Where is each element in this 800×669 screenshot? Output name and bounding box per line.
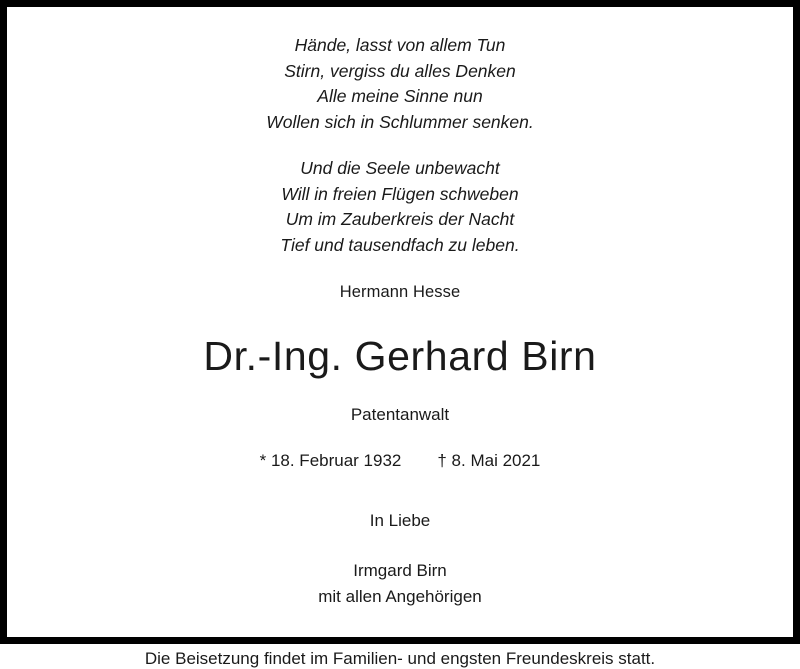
poem-line: Tief und tausendfach zu leben. [280, 235, 520, 256]
poem-line: Um im Zauberkreis der Nacht [285, 209, 515, 230]
survivor-name: Irmgard Birn [353, 561, 447, 581]
birth-date: * 18. Februar 1932 [259, 451, 402, 471]
poem-line: Alle meine Sinne nun [317, 86, 483, 107]
poem-line: Und die Seele unbewacht [300, 157, 500, 178]
poem-author: Hermann Hesse [339, 282, 461, 301]
deceased-name: Dr.-Ing. Gerhard Birn [203, 333, 597, 379]
poem-line: Will in freien Flügen schweben [281, 183, 519, 204]
poem [47, 33, 753, 304]
poem-line: Hände, lasst von allem Tun [294, 35, 506, 55]
in-love-text: In Liebe [369, 511, 431, 531]
deceased-profession: Patentanwalt [350, 405, 450, 425]
poem-line: Wollen sich in Schlummer senken. [266, 112, 534, 133]
poem-stanza [47, 156, 753, 259]
life-dates [47, 451, 753, 471]
death-date: † 8. Mai 2021 [437, 451, 541, 471]
survivor-relatives: mit allen Angehörigen [318, 586, 482, 606]
poem-line: Stirn, vergiss du alles Denken [284, 60, 516, 81]
poem-stanza [47, 33, 753, 136]
survivors [47, 558, 753, 609]
funeral-note: Die Beisetzung findet im Familien- und engsten Freundeskreis statt. [144, 649, 656, 669]
